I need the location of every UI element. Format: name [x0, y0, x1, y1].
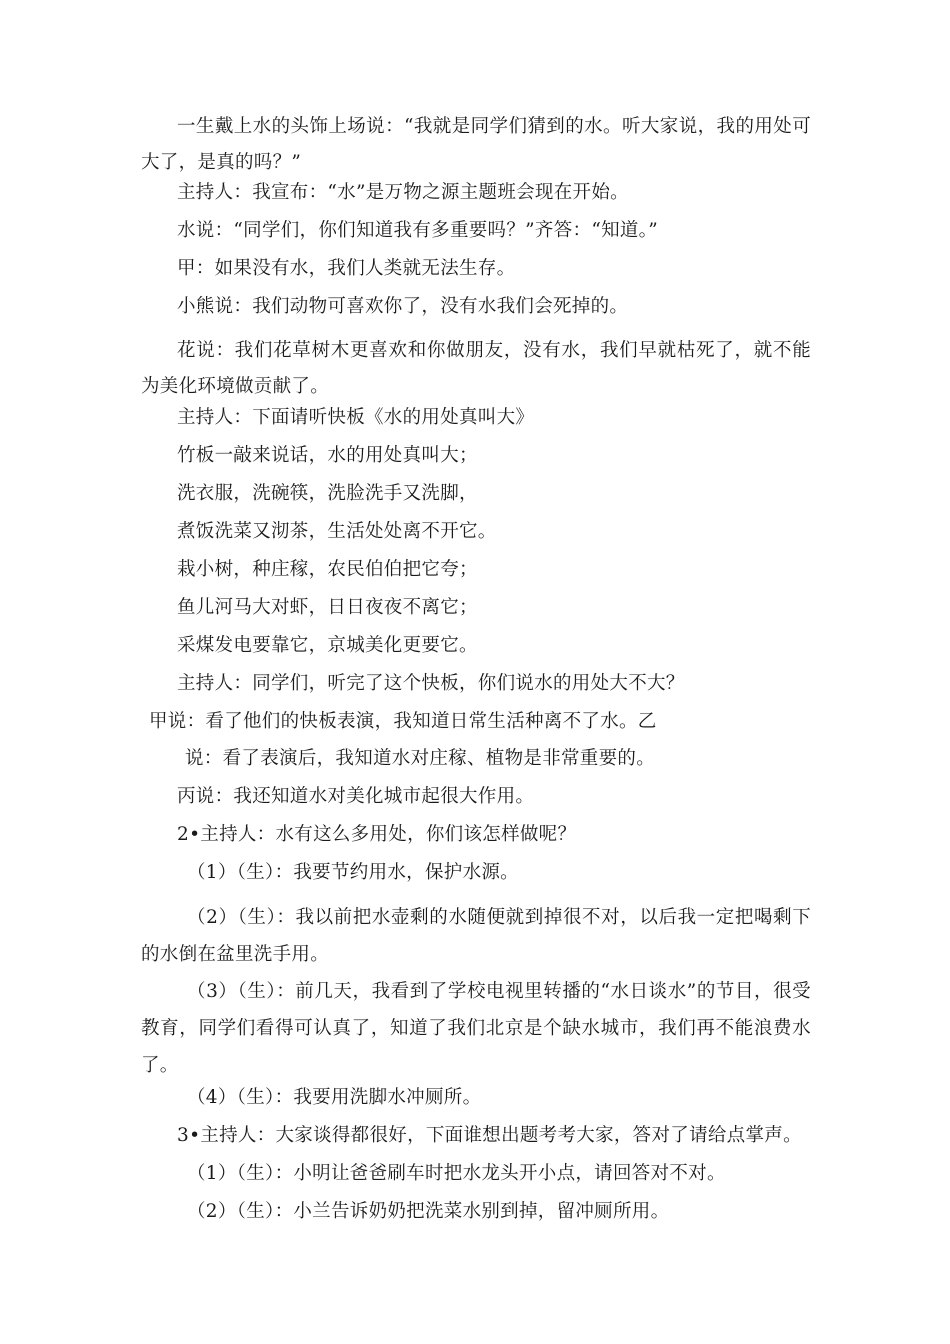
paragraph: 2•主持人：水有这么多用处，你们该怎样做呢？ [177, 824, 577, 845]
list-item: （2）（生）：小兰告诉奶奶把洗菜水别到掉，留冲厕所用。 [187, 1201, 670, 1222]
verse-line: 采煤发电要靠它，京城美化更要它。 [177, 635, 478, 656]
paragraph: 水说：“同学们，你们知道我有多重要吗？”齐答：“知道。” [177, 220, 658, 241]
verse-line: 竹板一敲来说话，水的用处真叫大； [177, 445, 478, 466]
paragraph: 主持人：下面请听快板《水的用处真叫大》 [177, 407, 535, 428]
verse-line: 煮饭洗菜又沏茶，生活处处离不开它。 [177, 521, 497, 542]
paragraph: 3•主持人：大家谈得都很好，下面谁想出题考考大家，答对了请给点掌声。 [177, 1125, 802, 1146]
verse-line: 鱼儿河马大对虾，日日夜夜不离它； [177, 597, 478, 618]
paragraph: 丙说：我还知道水对美化城市起很大作用。 [177, 786, 535, 807]
paragraph: 甲：如果没有水，我们人类就无法生存。 [177, 258, 516, 279]
paragraph: 花说：我们花草树木更喜欢和你做朋友，没有水，我们早就枯死了，就不能为美化环境做贡献了。 [141, 340, 811, 397]
verse-line: 栽小树，种庄稼，农民伯伯把它夸； [177, 559, 478, 580]
list-item: （1）（生）：我要节约用水，保护水源。 [187, 862, 519, 883]
paragraph: 一生戴上水的头饰上场说：“我就是同学们猜到的水。听大家说，我的用处可大了，是真的吗？” [141, 116, 811, 173]
verse-line: 洗衣服，洗碗筷，洗脸洗手又洗脚， [177, 483, 478, 504]
paragraph: 主持人：同学们，听完了这个快板，你们说水的用处大不大？ [177, 673, 685, 694]
list-item: （1）（生）：小明让爸爸刷车时把水龙头开小点，请回答对不对。 [187, 1163, 726, 1184]
list-item: （4）（生）：我要用洗脚水冲厕所。 [187, 1087, 482, 1108]
list-item: （2）（生）：我以前把水壶剩的水随便就到掉很不对，以后我一定把喝剩下的水倒在盆里洗手用。 [141, 907, 811, 965]
paragraph: 甲说：看了他们的快板表演，我知道日常生活种离不了水。乙 [149, 711, 657, 732]
paragraph: 主持人：我宣布：“水”是万物之源主题班会现在开始。 [177, 182, 629, 203]
paragraph: 说：看了表演后，我知道水对庄稼、植物是非常重要的。 [185, 748, 656, 769]
paragraph: 小熊说：我们动物可喜欢你了，没有水我们会死掉的。 [177, 296, 629, 317]
list-item: （3）（生）：前几天，我看到了学校电视里转播的“水日谈水”的节目，很受教育，同学们看得可认真了，知道了我们北京是个缺水城市，我们再不能浪费水了。 [141, 981, 811, 1076]
